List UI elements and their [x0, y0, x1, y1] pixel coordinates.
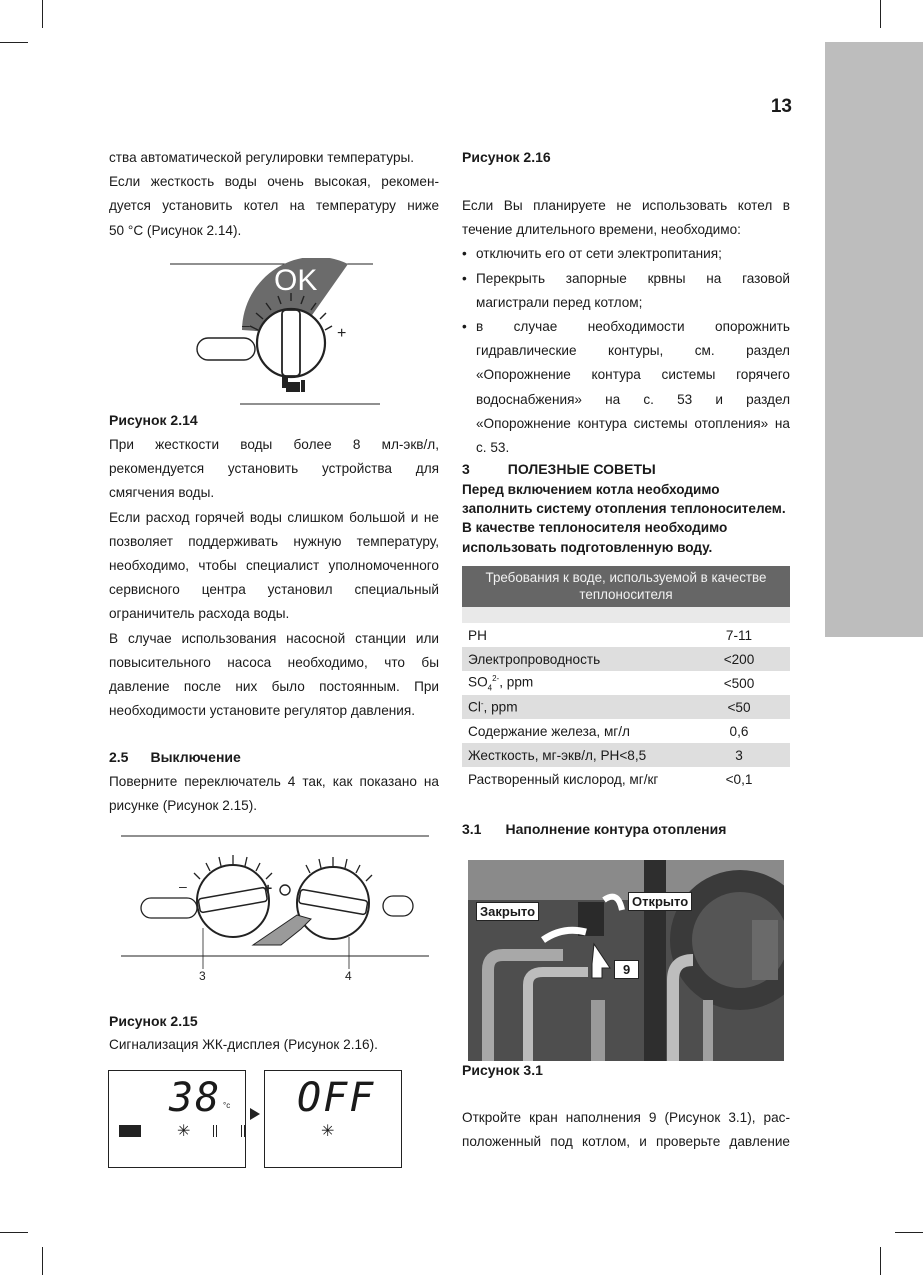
tap-icon	[282, 376, 305, 392]
section-3-text: Перед включением котла необходимо заполнить систему отопления теплоносителем. В качестве теплоносителя необходимо использовать подготовленную воду.	[462, 482, 786, 555]
crop-mark	[880, 1247, 881, 1275]
label-4: 4	[345, 969, 352, 983]
reset-button	[383, 896, 413, 916]
label-closed: Закрыто	[476, 902, 539, 921]
section-number: 2.5	[109, 749, 129, 765]
crop-mark	[0, 1232, 28, 1233]
fill-line: Откройте кран наполнения 9 (Рисунок 3.1), рас-	[462, 1110, 790, 1125]
label-3: 3	[199, 969, 206, 983]
figure-caption: Рисунок 2.15	[109, 1013, 198, 1029]
table-row: Cl-, ppm <50	[462, 695, 790, 719]
flame-icon: ✳	[321, 1123, 335, 1140]
water-requirements-table	[462, 566, 790, 791]
arrow-right-icon	[250, 1108, 260, 1120]
fill-line: положенный под котлом, и проверьте давление	[462, 1134, 790, 1150]
shutdown-list	[462, 242, 790, 460]
fill-valve-photo	[468, 860, 784, 1061]
section-title: Наполнение контура отопления	[505, 821, 727, 837]
crop-mark	[42, 0, 43, 28]
figure-caption: Рисунок 2.14	[109, 412, 198, 428]
label-open: Открыто	[628, 892, 692, 911]
lcd-text: Сигнализация ЖК-дисплея (Рисунок 2.16).	[109, 1037, 378, 1052]
plus-sign: +	[264, 880, 273, 896]
section-2-5-heading	[109, 749, 241, 765]
section-title: ПОЛЕЗНЫЕ СОВЕТЫ	[507, 461, 656, 477]
fill-text	[462, 1106, 790, 1154]
list-item: • Перекрыть запорные крвны на газовой магистрали перед котлом;	[462, 267, 790, 315]
hardness-text	[109, 433, 439, 723]
table-row: Содержание железа, мг/л 0,6	[468, 723, 749, 739]
lcd-display-2	[264, 1070, 402, 1168]
crop-mark	[0, 42, 28, 43]
paragraph: В случае использования насосной станции или повысительного насоса необходимо, что бы давление после них было постоянным. При необходимости установите регулятор давления.	[109, 630, 439, 719]
crop-mark	[42, 1247, 43, 1275]
intro-text	[109, 146, 439, 243]
table-row: Электропроводность <200	[462, 647, 790, 671]
page-number: 13	[770, 96, 792, 117]
lcd-display-1	[108, 1070, 246, 1168]
table-row: Жесткость, мг-экв/л, PH<8,5 3	[462, 743, 790, 767]
list-item: • отключить его от сети электропитания;	[462, 242, 790, 266]
figure-2-15-panel	[121, 833, 431, 985]
radiator-icon	[213, 1125, 245, 1137]
tap-icon	[119, 1125, 141, 1137]
section-3-1-heading	[462, 821, 726, 837]
minus-sign: –	[179, 878, 187, 894]
section-title: Выключение	[150, 749, 241, 765]
paragraph: Если Вы планируете не использовать котел в течение длительного времени, необходимо:	[462, 198, 790, 238]
figure-2-14-knob	[170, 258, 380, 406]
section-number: 3.1	[462, 821, 482, 837]
knob-grip	[282, 310, 300, 376]
list-item: • в случае необходимости опорожнить гидравлические контуры, см. раздел «Опорожнение контура системы горячего водоснабжения» на с. 53 и раздел «Опорожнение контура системы отопления» на с. 53.	[462, 315, 790, 460]
minus-sign: –	[242, 317, 250, 333]
shutdown-text	[462, 194, 790, 460]
intro-line: ства автоматической регулировки температуры.	[109, 150, 415, 165]
intro-line: Если жесткость воды очень высокая, рекомен-	[109, 174, 439, 190]
figure-caption: Рисунок 3.1	[462, 1062, 543, 1078]
paragraph: При жесткости воды более 8 мл-экв/л, рекомендуется установить устройства для смягчения воды.	[109, 437, 439, 501]
table-row: Растворенный кислород, мг/кг <0,1	[468, 771, 753, 787]
side-tab	[825, 42, 923, 637]
lcd-unit: °c	[223, 1101, 231, 1110]
plus-sign: +	[337, 325, 347, 342]
paragraph: Если расход горячей воды слишком большой и не позволяет поддерживать нужную температуру, необходимо, чтобы специалист уполномоченного сервисного центра установил специальный ограничитель расхода воды.	[109, 509, 439, 622]
table-header: Требования к воде, используемой в качестве теплоносителя	[462, 566, 790, 607]
lcd-off-text: OFF	[297, 1075, 376, 1121]
intro-line: дуется установить котел на температуру ниже	[109, 198, 439, 214]
power-icon	[280, 885, 290, 895]
display-window	[197, 338, 255, 360]
lcd-digits: 38	[169, 1075, 222, 1121]
section-2-5-text: Поверните переключатель 4 так, как показано на рисунке (Рисунок 2.15).	[109, 774, 439, 814]
section-number: 3	[462, 461, 470, 477]
label-9: 9	[614, 960, 639, 979]
ok-label: OK	[274, 264, 318, 297]
crop-mark	[895, 1232, 923, 1233]
display-window	[141, 898, 197, 918]
figure-caption: Рисунок 2.16	[462, 149, 551, 165]
section-3-heading	[462, 461, 656, 477]
table-row: PH 7-11	[468, 627, 753, 643]
flame-icon: ✳	[177, 1123, 191, 1140]
intro-line: 50 °C (Рисунок 2.14).	[109, 222, 242, 238]
table-row: $SO_4^{2-}$, ppm <500	[468, 673, 755, 693]
crop-mark	[880, 0, 881, 28]
